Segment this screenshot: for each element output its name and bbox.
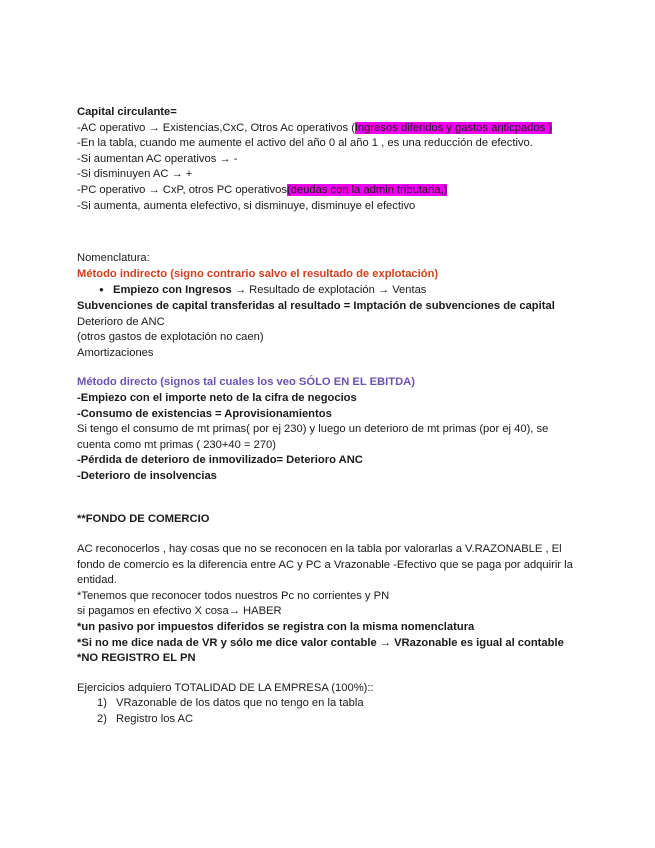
directo-line-5: -Deterioro de insolvencias bbox=[77, 469, 217, 482]
directo-line-1: -Empiezo con el importe neto de la cifra de negocios bbox=[77, 391, 357, 404]
document-body bbox=[77, 105, 582, 728]
bullet-icon: ● bbox=[99, 285, 104, 295]
capital-line-5-text: -PC operativo → CxP, otros PC operativos bbox=[77, 183, 287, 196]
list-item bbox=[97, 696, 582, 712]
fondo-paragraph-5: *Si no me dice nada de VR y sólo me dice valor contable → VRazonable es igual al contable bbox=[77, 636, 564, 649]
indirecto-bullet-rest: → Resultado de explotación → Ventas bbox=[231, 284, 427, 297]
fondo-paragraph-1: AC reconocerlos , hay cosas que no se reconocen en la tabla por valorarlas a V.RAZONABLE , El fondo de comercio es la diferencia entre AC y PC a Vrazonable -Efectivo que se paga por adquirir la entidad. bbox=[77, 543, 573, 587]
fondo-paragraph-2: *Tenemos que reconocer todos nuestros Pc no corrientes y PN bbox=[77, 589, 390, 602]
capital-line-5-highlight: (deudas con la admin tributaria,) bbox=[286, 183, 448, 196]
capital-line-2: -En la tabla, cuando me aumente el activo del año 0 al año 1 , es una reducción de efectivo. bbox=[77, 137, 533, 150]
ejercicios-intro: Ejercicios adquiero TOTALIDAD DE LA EMPRESA (100%):: bbox=[77, 681, 374, 694]
otros-gastos-line: (otros gastos de explotación no caen) bbox=[77, 331, 264, 344]
directo-line-4: -Pérdida de deterioro de inmovilizado= Deterioro ANC bbox=[77, 454, 363, 467]
list-item bbox=[97, 712, 582, 728]
fondo-comercio-title: **FONDO DE COMERCIO bbox=[77, 513, 210, 526]
capital-title: Capital circulante= bbox=[77, 106, 177, 118]
metodo-directo-title: Método directo (signos tal cuales los veo SÓLO EN EL EBITDA) bbox=[77, 376, 415, 389]
capital-line-1-highlight: Ingresos diferidos y gastos anticpados ) bbox=[354, 121, 553, 134]
capital-line-6: -Si aumenta, aumenta elefectivo, si disminuye, disminuye el efectivo bbox=[77, 199, 416, 212]
capital-line-1-text: -AC operativo → Existencias,CxC, Otros Ac operativos ( bbox=[77, 121, 355, 134]
capital-line-5 bbox=[77, 183, 582, 199]
directo-line-3: Si tengo el consumo de mt primas( por ej 230) y luego un deterioro de mt primas (por ej 40), se cuenta como mt primas ( 230+40 = 270) bbox=[77, 423, 549, 451]
list-item-number: 2) bbox=[97, 713, 107, 725]
metodo-indirecto-title: Método indirecto (signo contrario salvo el resultado de explotación) bbox=[77, 267, 439, 280]
capital-line-1 bbox=[77, 121, 582, 137]
capital-line-3: -Si aumentan AC operativos → - bbox=[77, 152, 238, 165]
amortizaciones-line: Amortizaciones bbox=[77, 346, 154, 359]
fondo-paragraph-3: si pagamos en efectivo X cosa→ HABER bbox=[77, 605, 282, 618]
ejercicios-list bbox=[77, 696, 582, 727]
nomenclatura-label: Nomenclatura: bbox=[77, 252, 150, 265]
fondo-paragraph-6: *NO REGISTRO EL PN bbox=[77, 652, 196, 665]
fondo-paragraph-4: *un pasivo por impuestos diferidos se registra con la misma nomenclatura bbox=[77, 621, 475, 634]
deterioro-anc-line: Deterioro de ANC bbox=[77, 315, 165, 328]
indirecto-bullet-bold: Empiezo con Ingresos bbox=[113, 284, 232, 297]
list-item-text: Registro los AC bbox=[116, 713, 194, 725]
indirecto-bullet bbox=[77, 282, 582, 299]
subvenciones-line: Subvenciones de capital transferidas al resultado = Imptación de subvenciones de capital bbox=[77, 299, 555, 312]
list-item-number: 1) bbox=[97, 697, 107, 710]
list-item-text: VRazonable de los datos que no tengo en la tabla bbox=[116, 697, 364, 710]
capital-line-4: -Si disminuyen AC → + bbox=[77, 168, 193, 181]
directo-line-2: -Consumo de existencias = Aprovisionamientos bbox=[77, 407, 332, 420]
